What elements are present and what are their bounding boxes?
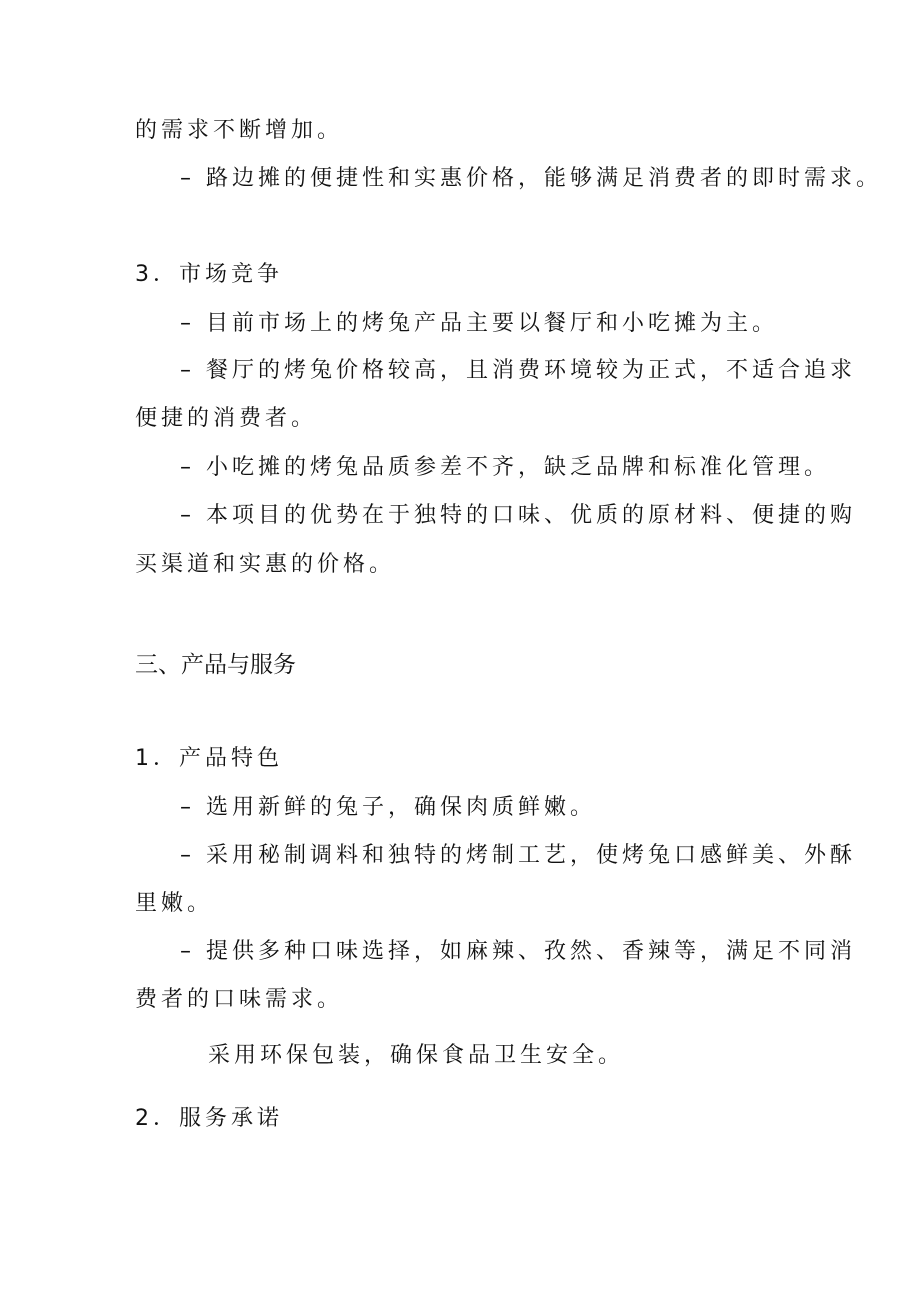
bullet-line: – 目前市场上的烤兔产品主要以餐厅和小吃摊为主。 [180,311,778,336]
subsection-heading: 3．市场竞争 [135,262,283,287]
text-line: 便捷的消费者。 [135,406,318,431]
section-heading: 三、产品与服务 [135,652,296,678]
text-line: 费者的口味需求。 [135,987,344,1012]
bullet-line: – 餐厅的烤兔价格较高，且消费环境较为正式，不适合追求 [180,358,856,383]
text-line: 采用环保包装，确保食品卫生安全。 [208,1043,625,1068]
bullet-line: – 小吃摊的烤兔品质参差不齐，缺乏品牌和标准化管理。 [180,455,830,480]
bullet-line: – 路边摊的便捷性和实惠价格，能够满足消费者的即时需求。 [180,166,882,191]
bullet-line: – 选用新鲜的兔子，确保肉质鲜嫩。 [180,795,596,820]
text-line: 的需求不断增加。 [135,118,344,143]
text-line: 买渠道和实惠的价格。 [135,552,396,577]
bullet-line: – 采用秘制调料和独特的烤制工艺，使烤兔口感鲜美、外酥 [180,843,856,868]
bullet-line: – 提供多种口味选择，如麻辣、孜然、香辣等，满足不同消 [180,939,856,964]
subsection-heading: 2．服务承诺 [135,1106,283,1131]
text-line: 里嫩。 [135,891,214,916]
bullet-line: – 本项目的优势在于独特的口味、优质的原材料、便捷的购 [180,503,856,528]
subsection-heading: 1．产品特色 [135,746,283,771]
